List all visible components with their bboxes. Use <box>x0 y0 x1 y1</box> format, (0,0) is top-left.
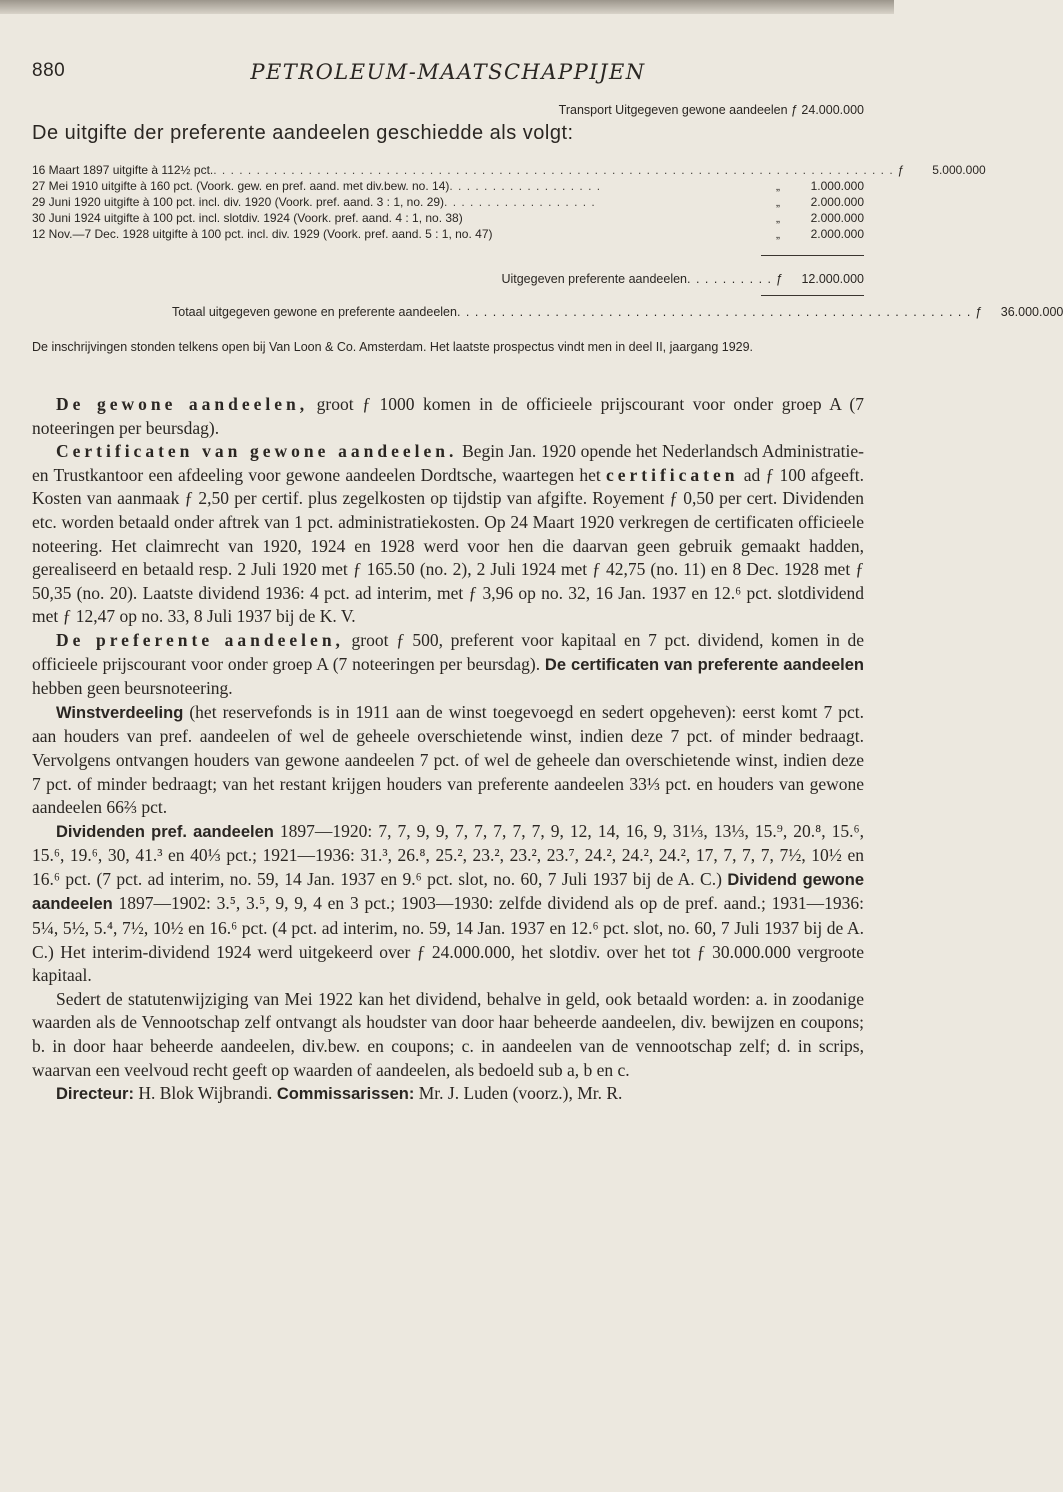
paragraph-winstverdeeling <box>32 701 864 820</box>
pref-total-row <box>32 272 864 286</box>
term-dividend-gewone: Dividend gewone aandeelen <box>32 870 864 914</box>
paragraph-text: hebben geen beursnoteering. <box>32 678 233 699</box>
issue-row <box>32 226 864 242</box>
issue-amount: 5.000.000 <box>932 163 986 177</box>
issue-amount: 2.000.000 <box>810 211 864 225</box>
page-header <box>32 60 864 90</box>
paragraph-text: Begin Jan. 1920 opende het Nederlandsch Administratie- en Trustkantoor een afdeeling voor gewone aandeelen Dordtsche, waartegen het <box>32 441 864 485</box>
currency-mark: „ <box>776 227 780 241</box>
term-directeur: Directeur: <box>56 1085 134 1104</box>
currency-mark: „ <box>776 195 780 209</box>
currency-mark: ƒ <box>897 163 905 177</box>
issue-amount: 2.000.000 <box>810 195 864 209</box>
issue-row <box>32 178 864 194</box>
body-text <box>32 393 864 1107</box>
grand-total-amount: 36.000.000 <box>1000 305 1063 319</box>
leader-dots: . . . . . . . . . . . . . . . . . . . . . . . . . . . . . . . . . . . . . . . . . . . . . . . . . . . . . . . . . . . . . . . . . . . . . . . . . . . . . . . <box>213 163 894 177</box>
pref-total-label: Uitgegeven preferente aandeelen <box>501 272 687 286</box>
sum-rule <box>761 255 864 256</box>
term-winstverdeeling: Winstverdeeling <box>56 703 184 722</box>
term-preferente-aandeelen: De preferente aandeelen, <box>56 629 344 650</box>
issue-text: 29 Juni 1920 uitgifte à 100 pct. incl. div. 1920 (Voork. pref. aand. 3 : 1, no. 29) <box>32 195 445 209</box>
term-certificaten-pref: De certificaten van preferente aandeelen <box>544 655 864 674</box>
issue-text: 27 Mei 1910 uitgifte à 160 pct. (Voork. gew. en pref. aand. met div.bew. no. 14) <box>32 179 450 193</box>
section-heading: De uitgifte der preferente aandeelen geschiedde als volgt: <box>32 122 574 144</box>
issue-row <box>32 210 864 226</box>
leader-dots: . . . . . . . . . . . . . . . . . . <box>444 195 596 209</box>
paragraph-text: ad ƒ 100 afgeeft. Kosten van aanmaak ƒ 2,50 per certif. plus zegelkosten op tijdstip van afgifte. Royement ƒ 0,50 per cert. Dividenden etc. worden betaald onder aftrek van 1 pct. administratiekosten. Op 24 Maart 1920 verkregen de certificaten officieele noteering. Het claimrecht van 1920, 1924 en 1928 werd voor hen die daarvan geen gebruik gemaakt hadden, gerealiseerd en betaald resp. 2 Juli 1920 met ƒ 165.50 (no. 2), 2 Juli 1924 met ƒ 42,75 (no. 11) en 8 Dec. 1928 met ƒ 50,35 (no. 20). Laatste dividend 1936: 4 pct. ad interim, met ƒ 3,96 op no. 32, 16 Jan. 1937 en 12.⁶ pct. slotdividend met ƒ 12,47 op no. 33, 8 Juli 1937 bij de K. V. <box>32 464 864 627</box>
paragraph-text: Sedert de statutenwijziging van Mei 1922 kan het dividend, behalve in geld, ook betaald worden: a. in zoodanige waarden als de Vennootschap zelf ontvangt als houdster van door haar beheerde aandeelen, div. bewijzen en coupons; b. in door haar beheerde aandeelen, div.bew. en coupons; c. in aandeelen van de vennootschap zelf; d. in scrips, waarvan een veelvoud recht geeft op waarden of aandeelen, als bedoeld sub a, b en c. <box>32 988 864 1080</box>
paragraph-directie <box>32 1082 864 1107</box>
paragraph-certificaten <box>32 440 864 629</box>
term-certificaten: Certificaten van gewone aandeelen. <box>56 441 458 462</box>
issue-list <box>32 162 986 242</box>
issue-amount: 2.000.000 <box>810 227 864 241</box>
issue-text: 30 Juni 1924 uitgifte à 100 pct. incl. slotdiv. 1924 (Voork. pref. aand. 4 : 1, no. 38) <box>32 211 463 225</box>
leader-dots: . . . . . . . . . . . . . . . . . . <box>449 179 602 193</box>
paragraph-statuten <box>32 988 864 1082</box>
issue-amount: 1.000.000 <box>810 179 864 193</box>
leader-dots: . . . . . . . . . . <box>687 272 772 286</box>
paragraph-gewone <box>32 393 864 440</box>
issue-text: 12 Nov.—7 Dec. 1928 uitgifte à 100 pct. incl. div. 1929 (Voork. pref. aand. 5 : 1, no. 47) <box>32 227 493 241</box>
paragraph-text: (het reservefonds is in 1911 aan de winst toegevoegd en sedert opgeheven): eerst komt 7 pct. aan houders van pref. aandeelen of wel de geheele overschietende winst, indien deze 7 pct. of minder bedraagt. Vervolgens ontvangen houders van gewone aandeelen 7 pct. of wel de geheele dan overschietende winst, indien deze 7 pct. of minder bedraagt; van het restant krijgen houders van preferente aandeelen 33⅓ pct. en houders van gewone aandeelen 66⅔ pct. <box>32 701 864 818</box>
term-commissarissen: Commissarissen: <box>276 1085 415 1104</box>
sum-rule <box>761 295 864 296</box>
issue-row <box>32 162 986 178</box>
paragraph-text: 1897—1920: 7, 7, 9, 9, 7, 7, 7, 7, 7, 9, 12, 14, 16, 9, 31⅓, 13⅓, 15.⁹, 20.⁸, 15.⁶, 15.⁶, 19.⁶, 30, 41.³ en 40⅓ pct.; 1921—1936: 31.³, 26.⁸, 25.², 23.², 23.², 23.⁷, 24.², 24.², 24.², 17, 7, 7, 7, 7½, 10½ en 16.⁶ pct. (7 pct. ad interim, no. 59, 14 Jan. 1937 en 9.⁶ pct. slot, no. 60, 7 Juli 1937 bij de A. C.) <box>32 820 865 889</box>
grand-total-row <box>32 305 1063 319</box>
page-number: 880 <box>32 60 66 81</box>
paragraph-text: 1897—1902: 3.⁵, 3.⁵, 9, 9, 4 en 3 pct.; 1903—1930: zelfde dividend als op de pref. aand.; 1931—1936: 5¼, 5½, 5.⁴, 7½, 10½ en 16.⁶ pct. (4 pct. ad interim, no. 59, 14 Jan. 1937 en 12.⁶ pct. slot, no. 60, 7 Juli 1937 bij de A. C.) Het interim-dividend 1924 werd uitgekeerd over ƒ 24.000.000, het slotdiv. over het tot ƒ 30.000.000 vergroote kapitaal. <box>32 893 864 986</box>
leader-dots <box>463 210 772 226</box>
paragraph-text: groot ƒ 1000 komen in de officieele prijscourant voor onder groep A (7 noteeringen per beursdag). <box>32 394 864 438</box>
transport-line: Transport Uitgegeven gewone aandeelen ƒ 24.000.000 <box>558 103 864 117</box>
paragraph-text: groot ƒ 500, preferent voor kapitaal en 7 pct. dividend, komen in de officieele prijscourant voor onder groep A (7 noteeringen per beursdag). <box>32 629 864 674</box>
currency-mark: „ <box>776 211 780 225</box>
leader-dots <box>493 226 773 242</box>
prospectus-note: De inschrijvingen stonden telkens open bij Van Loon & Co. Amsterdam. Het laatste prospectus vindt men in deel II, jaargang 1929. <box>32 340 754 354</box>
leader-dots: . . . . . . . . . . . . . . . . . . . . . . . . . . . . . . . . . . . . . . . . . . . . . . . . . . . . . . . . . . <box>456 305 972 319</box>
pref-total-amount: 12.000.000 <box>801 272 864 286</box>
currency-mark: ƒ <box>776 272 783 286</box>
running-title: PETROLEUM-MAATSCHAPPIJEN <box>250 60 646 84</box>
currency-mark: ƒ <box>975 305 983 319</box>
scan-edge <box>0 0 894 14</box>
term-dividenden-pref: Dividenden pref. aandeelen <box>56 822 274 841</box>
paragraph-dividenden <box>32 820 864 988</box>
issue-row <box>32 194 864 210</box>
paragraph-preferente <box>32 629 864 701</box>
paragraph-text: H. Blok Wijbrandi. <box>133 1083 277 1104</box>
term-gewone-aandeelen: De gewone aandeelen, <box>56 394 309 414</box>
issue-text: 16 Maart 1897 uitgifte à 112½ pct. <box>32 163 214 177</box>
currency-mark: „ <box>776 179 780 193</box>
term-certificaten-word: certificaten <box>605 464 739 485</box>
paragraph-text: Mr. J. Luden (voorz.), Mr. R. <box>414 1083 623 1104</box>
grand-total-label: Totaal uitgegeven gewone en preferente aandeelen <box>172 305 457 319</box>
